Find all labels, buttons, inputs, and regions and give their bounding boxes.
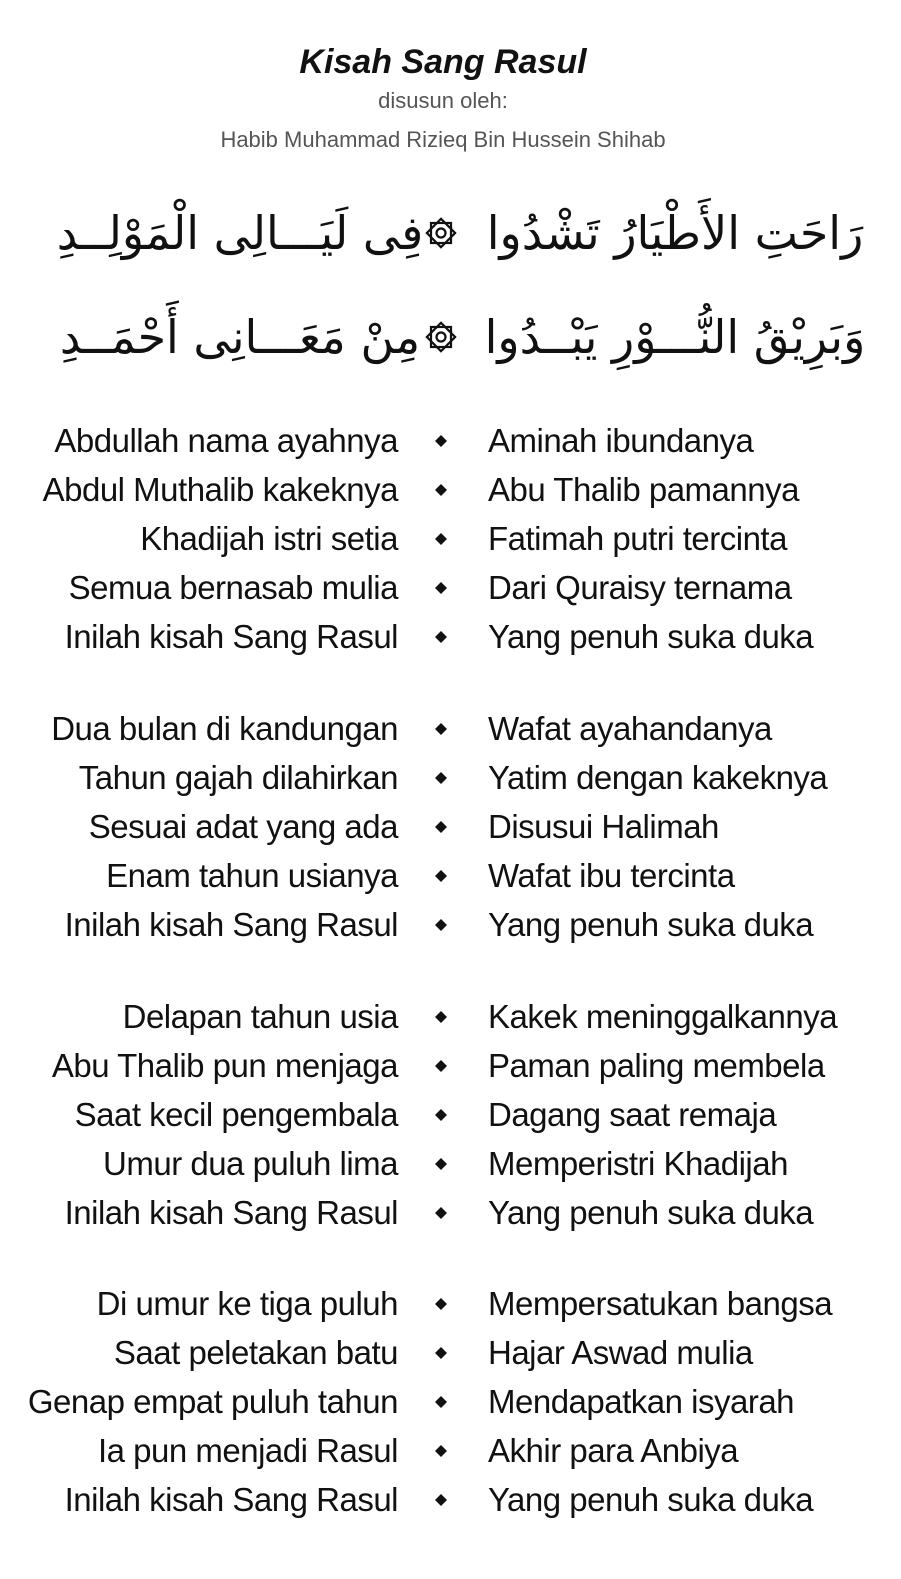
diamond-bullet-icon [433,1492,449,1508]
diamond-bullet-icon [433,917,449,933]
eight-point-star-icon [424,320,458,354]
lyric-right: Mendapatkan isyarah [488,1383,795,1420]
lyric-line [0,1093,901,1137]
lyric-right: Yang penuh suka duka [488,1481,814,1518]
lyric-left: Khadijah istri setia [140,520,398,557]
arabic-verse-2 [0,302,901,372]
lyric-line [0,566,901,610]
lyric-left: Saat kecil pengembala [74,1096,398,1133]
diamond-bullet-icon [433,770,449,786]
lyric-right: Wafat ayahandanya [488,710,772,747]
lyric-left: Delapan tahun usia [122,998,398,1035]
lyric-line [0,517,901,561]
lyric-left: Abdul Muthalib kakeknya [42,471,398,508]
lyric-line [0,1380,901,1424]
lyric-left: Di umur ke tiga puluh [96,1285,398,1322]
lyric-left: Inilah kisah Sang Rasul [64,1194,398,1231]
eight-point-star-icon [424,216,458,250]
lyric-line [0,615,901,659]
diamond-bullet-icon [433,629,449,645]
arabic-verse-1-right: رَاحَتِ الأَطْيَارُ تَشْدُوا [486,206,864,260]
lyric-left: Sesuai adat yang ada [88,808,398,845]
lyric-line [0,707,901,751]
lyric-line [0,419,901,463]
diamond-bullet-icon [433,1394,449,1410]
diamond-bullet-icon [433,1443,449,1459]
lyric-left: Abdullah nama ayahnya [54,422,398,459]
diamond-bullet-icon [433,1009,449,1025]
lyric-left: Abu Thalib pun menjaga [51,1047,398,1084]
lyric-right: Abu Thalib pamannya [488,471,799,508]
lyric-left: Dua bulan di kandungan [51,710,398,747]
lyric-right: Memperistri Khadijah [488,1145,788,1182]
diamond-bullet-icon [433,433,449,449]
diamond-bullet-icon [433,1156,449,1172]
page-title: Kisah Sang Rasul [299,43,587,81]
lyric-right: Disusui Halimah [488,808,719,845]
lyric-right: Dagang saat remaja [488,1096,777,1133]
lyric-right: Akhir para Anbiya [488,1432,739,1469]
diamond-bullet-icon [433,1058,449,1074]
lyric-line [0,756,901,800]
diamond-bullet-icon [433,1345,449,1361]
lyric-right: Yang penuh suka duka [488,1194,814,1231]
lyric-right: Yang penuh suka duka [488,618,814,655]
lyric-right: Dari Quraisy ternama [488,569,792,606]
diamond-bullet-icon [433,531,449,547]
lyric-left: Inilah kisah Sang Rasul [64,906,398,943]
lyric-line [0,468,901,512]
lyric-left: Inilah kisah Sang Rasul [64,1481,398,1518]
lyric-right: Hajar Aswad mulia [488,1334,753,1371]
lyric-left: Umur dua puluh lima [103,1145,398,1182]
lyric-line [0,1478,901,1522]
lyric-right: Fatimah putri tercinta [488,520,787,557]
lyric-left: Genap empat puluh tahun [27,1383,398,1420]
diamond-bullet-icon [433,482,449,498]
lyric-line [0,1429,901,1473]
lyric-left: Ia pun menjadi Rasul [97,1432,398,1469]
arabic-verse-1-left: فِى لَيَـــالِى الْمَوْلِــدِ [56,206,424,260]
byline: disusun oleh: [378,88,508,113]
lyric-right: Yatim dengan kakeknya [488,759,828,796]
lyric-left: Semua bernasab mulia [68,569,398,606]
lyric-line [0,1282,901,1326]
lyric-left: Saat peletakan batu [113,1334,398,1371]
author-name: Habib Muhammad Rizieq Bin Hussein Shihab [220,127,666,152]
lyric-right: Mempersatukan bangsa [488,1285,833,1322]
arabic-verse-1 [0,198,901,268]
arabic-verse-2-right: وَبَرِيْقُ النُّـــوْرِ يَبْــدُوا [484,310,866,364]
diamond-bullet-icon [433,1205,449,1221]
diamond-bullet-icon [433,868,449,884]
diamond-bullet-icon [433,580,449,596]
diamond-bullet-icon [433,721,449,737]
diamond-bullet-icon [433,819,449,835]
lyric-line [0,1044,901,1088]
lyric-line [0,1142,901,1186]
lyric-line [0,1331,901,1375]
lyric-line [0,1191,901,1235]
lyric-left: Tahun gajah dilahirkan [78,759,398,796]
lyric-left: Inilah kisah Sang Rasul [64,618,398,655]
lyric-line [0,854,901,898]
lyric-left: Enam tahun usianya [106,857,398,894]
lyric-right: Kakek meninggalkannya [488,998,838,1035]
lyric-line [0,805,901,849]
lyric-line [0,995,901,1039]
arabic-verse-2-left: مِنْ مَعَـــانِى أَحْمَــدِ [59,310,421,364]
lyric-right: Aminah ibundanya [488,422,754,459]
diamond-bullet-icon [433,1296,449,1312]
lyric-right: Yang penuh suka duka [488,906,814,943]
lyric-line [0,903,901,947]
lyric-right: Paman paling membela [488,1047,825,1084]
diamond-bullet-icon [433,1107,449,1123]
lyric-right: Wafat ibu tercinta [488,857,735,894]
